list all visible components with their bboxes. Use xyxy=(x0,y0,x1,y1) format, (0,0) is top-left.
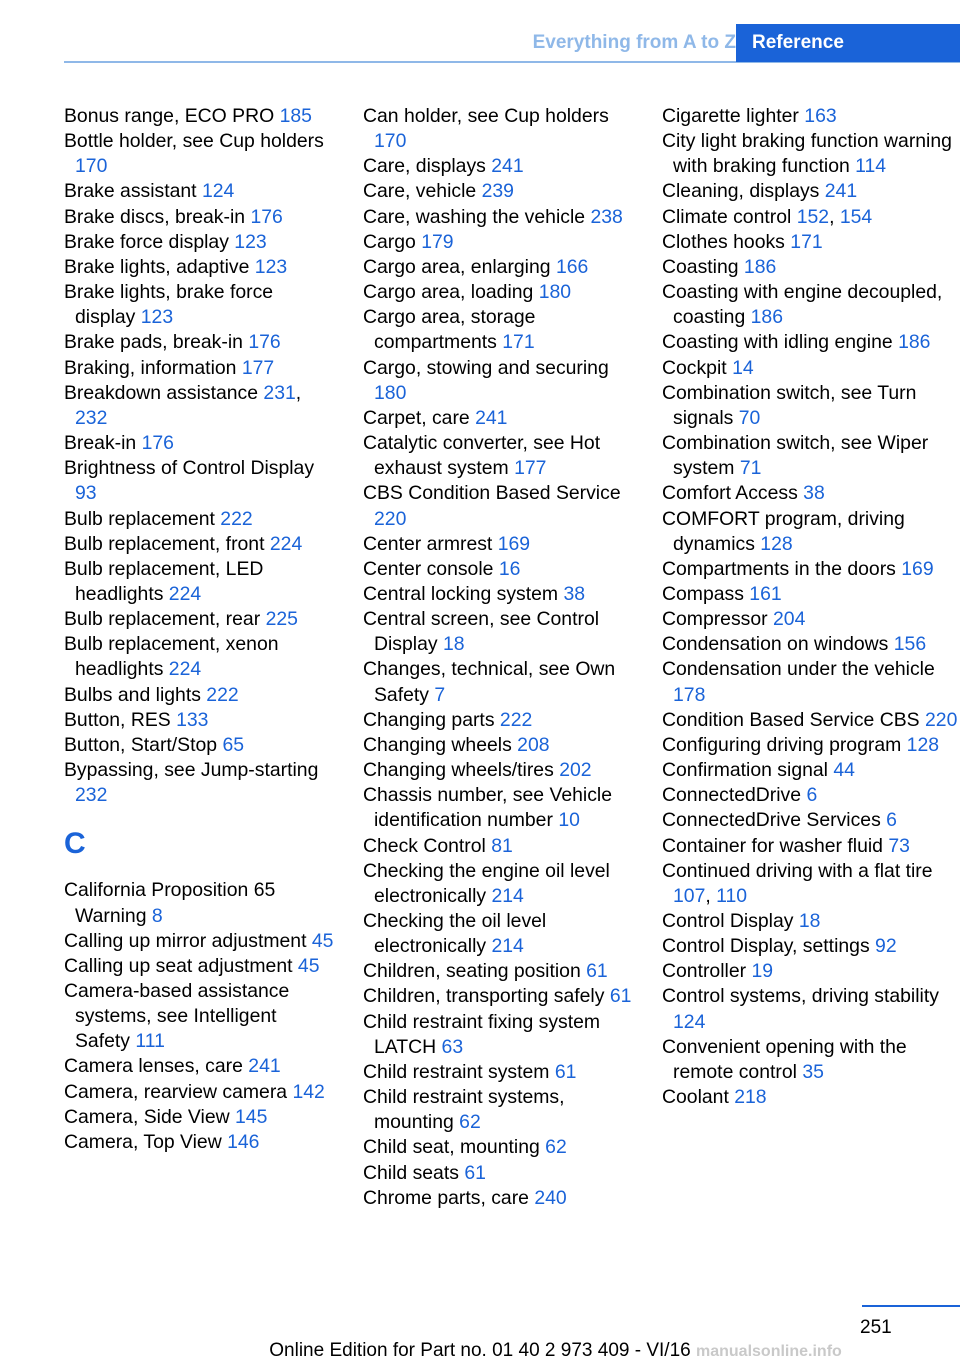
index-entry-term: Can holder, see Cup holders xyxy=(363,105,609,127)
index-entry-term: Brightness of Control Display xyxy=(64,457,315,480)
index-entry-term: Continued driving with a flat tire xyxy=(662,859,933,882)
page-link[interactable]: 14 xyxy=(732,356,754,379)
page-link[interactable]: 220 xyxy=(374,507,407,530)
page-link[interactable]: 18 xyxy=(442,633,465,656)
index-entry-term: Camera, Top View xyxy=(64,1130,222,1153)
index-entry-term: Cleaning, displays xyxy=(662,180,820,203)
index-entry xyxy=(662,959,960,984)
index-entry xyxy=(363,481,635,531)
index-entry xyxy=(64,507,334,532)
index-entry-term: Comfort Access xyxy=(662,482,798,505)
index-entry-term: Container for washer fluid xyxy=(662,834,883,857)
index-entry xyxy=(363,959,635,984)
index-column-2 xyxy=(363,104,635,1211)
header-section-title: Everything from A to Z xyxy=(532,32,736,53)
index-entry-term: Bulb replacement, LED headlights xyxy=(64,557,264,605)
index-entry-term: Coasting with engine decoupled, coasting xyxy=(662,281,943,329)
page-link[interactable]: 62 xyxy=(545,1136,567,1159)
index-entry: Climate control 152, 154 xyxy=(662,205,873,228)
page-link[interactable]: 142 xyxy=(292,1080,325,1103)
index-entry-term: Bypassing, see Jump-starting xyxy=(64,759,319,782)
page-link[interactable]: 180 xyxy=(374,381,407,404)
page-link[interactable]: 123 xyxy=(140,306,174,329)
index-entry xyxy=(64,1130,334,1155)
index-entry-term: Bulb replacement, rear xyxy=(64,608,261,631)
index-entry xyxy=(662,657,960,707)
page-link[interactable]: 6 xyxy=(806,784,818,807)
index-entry xyxy=(64,607,334,632)
index-entry-term: Carpet, care xyxy=(363,406,470,429)
page-link[interactable]: 146 xyxy=(227,1130,260,1153)
index-entry xyxy=(64,205,334,230)
index-entry-term: Child seat, mounting xyxy=(363,1136,540,1159)
index-entry xyxy=(662,280,960,330)
index-entry-term: Cargo area, loading xyxy=(363,281,534,304)
index-entry xyxy=(662,431,960,481)
index-entry: Breakdown assistance 231, 232 xyxy=(64,381,302,429)
index-entry-term: CBS Condition Based Service xyxy=(363,482,621,505)
page-link[interactable]: 161 xyxy=(749,582,782,605)
index-entry xyxy=(363,1135,635,1160)
index-entry xyxy=(363,984,635,1009)
index-entry-term: Control Display xyxy=(662,910,794,932)
index-entry-term: COMFORT program, driving dynamics xyxy=(662,507,905,555)
index-entry-term: Cargo xyxy=(363,230,416,253)
page-link[interactable]: 225 xyxy=(265,608,298,631)
index-entry-term: Compressor xyxy=(662,608,768,631)
page-link[interactable]: 170 xyxy=(374,130,407,153)
page-link[interactable]: 123 xyxy=(234,230,267,253)
index-entry-term: Changing parts xyxy=(363,708,495,731)
index-entry-term: Care, vehicle xyxy=(363,180,477,203)
page-link[interactable]: 44 xyxy=(833,759,855,782)
index-entry xyxy=(64,532,334,557)
page-link[interactable]: 240 xyxy=(534,1186,567,1209)
index-entry-term: Calling up mirror adjustment xyxy=(64,929,307,952)
index-entry xyxy=(64,1105,334,1130)
index-entry-term: Climate control xyxy=(662,205,792,228)
page-link[interactable]: 38 xyxy=(803,482,825,505)
index-entry xyxy=(64,683,334,708)
index-entry xyxy=(363,104,635,154)
index-entry xyxy=(363,708,635,733)
index-entry xyxy=(363,909,635,959)
page-link[interactable]: 224 xyxy=(168,582,202,605)
page-link[interactable]: 222 xyxy=(220,507,253,530)
index-entry-term: Controller xyxy=(662,960,747,983)
index-entry-term: Compass xyxy=(662,582,744,605)
index-entry-term: Care, displays xyxy=(363,155,486,178)
index-entry xyxy=(64,929,334,954)
index-entry-term: Chassis number, see Vehicle identification number xyxy=(363,784,612,832)
index-entry xyxy=(363,356,635,406)
index-entry xyxy=(662,984,960,1034)
index-entry xyxy=(662,179,960,204)
index-entry-term: Breakdown assistance xyxy=(64,381,259,404)
index-entry xyxy=(64,708,334,733)
index-entry xyxy=(363,280,635,305)
index-entry-term: Cargo area, storage compartments xyxy=(363,306,536,354)
index-entry xyxy=(662,129,960,179)
page-link[interactable]: 177 xyxy=(241,356,275,379)
index-entry xyxy=(662,330,960,355)
index-entry xyxy=(662,783,960,808)
index-entry xyxy=(662,381,960,431)
index-entry-term: Camera-based assistance systems, see Intelligent Safety xyxy=(64,980,290,1053)
page-link[interactable]: 154 xyxy=(839,205,873,228)
page-link[interactable]: 61 xyxy=(609,985,632,1008)
page-link[interactable]: 45 xyxy=(311,929,334,952)
index-entry xyxy=(64,230,334,255)
index-entry xyxy=(363,1161,635,1186)
index-entry-term: Bulbs and lights xyxy=(64,683,201,706)
index-entry-term: Child restraint systems, mounting xyxy=(363,1086,565,1134)
page-link[interactable]: 124 xyxy=(201,180,235,203)
index-entry xyxy=(662,507,960,557)
index-entry-term: Checking the oil level electronically xyxy=(363,910,547,958)
index-entry xyxy=(64,557,334,607)
page-link[interactable]: 232 xyxy=(75,784,108,807)
page-link[interactable]: 163 xyxy=(804,105,837,127)
page-link[interactable]: 152 xyxy=(796,205,830,228)
index-entry xyxy=(363,657,635,707)
page-link[interactable]: 177 xyxy=(514,457,547,480)
page-link[interactable]: 107 xyxy=(673,884,706,907)
index-entry-term: Central locking system xyxy=(363,582,559,605)
page-link[interactable]: 128 xyxy=(760,532,793,555)
index-entry xyxy=(662,909,960,934)
page-link[interactable]: 238 xyxy=(590,205,623,228)
index-entry-term: Coasting with idling engine xyxy=(662,331,893,354)
index-entry xyxy=(64,1080,334,1105)
index-entry-term: Camera lenses, care xyxy=(64,1055,243,1078)
page-link[interactable]: 93 xyxy=(75,482,97,505)
index-column-1 xyxy=(64,104,334,1155)
index-entry xyxy=(363,607,635,657)
page-link[interactable]: 171 xyxy=(790,230,823,253)
index-entry-term: Catalytic converter, see Hot exhaust system xyxy=(363,432,601,480)
index-entry xyxy=(662,104,960,129)
page-link[interactable]: 239 xyxy=(481,180,514,203)
index-entry-term: Chrome parts, care xyxy=(363,1186,529,1209)
index-entry-term: Control Display, settings xyxy=(662,935,870,958)
index-entry xyxy=(662,230,960,255)
index-entry-term: Button, RES xyxy=(64,708,171,731)
index-entry-term: Camera, Side View xyxy=(64,1105,230,1128)
index-entry-term: Cargo, stowing and securing xyxy=(363,356,609,379)
index-entry-term: Button, Start/Stop xyxy=(64,733,218,756)
index-entry xyxy=(363,859,635,909)
index-entry xyxy=(363,1010,635,1060)
page-link[interactable]: 6 xyxy=(886,809,897,832)
index-entry xyxy=(64,456,334,506)
page-link[interactable]: 61 xyxy=(554,1060,577,1083)
watermark: manualsonline.info xyxy=(696,1343,842,1360)
page-link[interactable]: 170 xyxy=(75,155,108,178)
index-entry xyxy=(64,758,334,808)
page-link[interactable]: 124 xyxy=(673,1010,706,1033)
index-entry xyxy=(64,330,334,355)
page-link[interactable]: 10 xyxy=(558,809,580,832)
page-link[interactable]: 180 xyxy=(538,281,572,304)
page-link[interactable]: 231 xyxy=(263,381,296,404)
page-link[interactable]: 156 xyxy=(893,633,927,656)
page-link[interactable]: 218 xyxy=(734,1086,767,1109)
index-entry xyxy=(363,532,635,557)
page-link[interactable]: 73 xyxy=(888,834,910,857)
index-entry-term: Brake force display xyxy=(64,230,229,253)
index-entry-term: Condensation under the vehicle xyxy=(662,658,935,681)
index-entry xyxy=(64,255,334,280)
page-number: 251 xyxy=(860,1317,892,1338)
page-link[interactable]: 208 xyxy=(517,733,550,756)
index-entry xyxy=(662,1085,960,1110)
index-entry xyxy=(662,758,960,783)
page-link[interactable]: 128 xyxy=(906,733,940,756)
index-entry-term: Bulb replacement, front xyxy=(64,532,265,555)
index-entry xyxy=(363,1060,635,1085)
index-entry-term: Combination switch, see Wiper system xyxy=(662,432,929,480)
index-entry-term: Changes, technical, see Own Safety xyxy=(363,658,616,706)
page-link[interactable]: 171 xyxy=(502,331,535,354)
index-entry xyxy=(64,129,334,179)
index-entry-term: Camera, rearview camera xyxy=(64,1080,288,1103)
page-link[interactable]: 186 xyxy=(898,331,931,354)
page-link[interactable]: 123 xyxy=(254,255,288,278)
index-entry-term: Bulb replacement, xenon headlights xyxy=(64,633,279,681)
page-link[interactable]: 111 xyxy=(135,1030,165,1053)
index-entry-term: Brake pads, break-in xyxy=(64,331,243,354)
page-link[interactable]: 63 xyxy=(441,1035,464,1058)
footer-edition: Online Edition for Part no. 01 40 2 973 409 - VI/16 xyxy=(269,1340,691,1361)
index-entry-term: Central screen, see Control Display xyxy=(363,608,600,656)
index-entry xyxy=(662,481,960,506)
index-entry-term: Cigarette lighter xyxy=(662,105,799,127)
index-entry-term: ConnectedDrive xyxy=(662,784,802,807)
index-entry xyxy=(64,632,334,682)
index-entry xyxy=(363,1186,635,1211)
index-entry-term: Changing wheels/tires xyxy=(363,759,554,782)
index-entry-term: Condition Based Service CBS xyxy=(662,708,920,731)
index-entry xyxy=(363,154,635,179)
page-link[interactable]: 232 xyxy=(75,406,108,429)
page-link[interactable]: 45 xyxy=(297,954,320,977)
index-entry-term: Coasting xyxy=(662,255,739,278)
page-link[interactable]: 65 xyxy=(222,733,245,756)
page-link[interactable]: 224 xyxy=(269,532,303,555)
page-link[interactable]: 8 xyxy=(151,904,163,927)
page-link[interactable]: 61 xyxy=(586,960,608,983)
index-entry xyxy=(64,1054,334,1079)
index-entry-term: Control systems, driving stability xyxy=(662,985,939,1008)
index-entry-term: Changing wheels xyxy=(363,733,512,756)
index-entry-term: Center console xyxy=(363,557,494,580)
page-link[interactable]: 7 xyxy=(434,683,446,706)
page-link[interactable]: 18 xyxy=(798,910,821,932)
index-entry-term: City light braking function warning with braking function xyxy=(662,130,952,178)
page-link[interactable]: 214 xyxy=(491,884,524,907)
index-entry-term: Configuring driving program xyxy=(662,733,902,756)
index-entry xyxy=(64,431,334,456)
index-entry-term: Compartments in the doors xyxy=(662,557,896,580)
page-link[interactable]: 204 xyxy=(773,608,806,631)
page-link[interactable]: 114 xyxy=(855,155,887,178)
index-entry-term: Brake lights, adaptive xyxy=(64,255,250,278)
header-reference-tab: Reference xyxy=(736,24,960,62)
index-entry-term: California Proposition 65 Warning xyxy=(64,879,276,927)
index-entry xyxy=(363,834,635,859)
page-link[interactable]: 166 xyxy=(555,255,589,278)
page-link[interactable]: 241 xyxy=(475,406,508,429)
index-entry xyxy=(363,557,635,582)
page-link[interactable]: 241 xyxy=(491,155,524,178)
index-entry-term: Clothes hooks xyxy=(662,230,785,253)
index-entry xyxy=(363,582,635,607)
page-link[interactable]: 176 xyxy=(248,331,281,354)
page-link[interactable]: 179 xyxy=(421,230,454,253)
index-entry xyxy=(363,733,635,758)
page-link[interactable]: 38 xyxy=(563,582,586,605)
index-entry xyxy=(363,1085,635,1135)
index-entry-term: Child restraint system xyxy=(363,1060,550,1083)
index-entry xyxy=(363,230,635,255)
index-letter-heading: C xyxy=(64,827,86,861)
page-link[interactable]: 81 xyxy=(491,834,513,857)
page-link[interactable]: 19 xyxy=(751,960,774,983)
page-link[interactable]: 133 xyxy=(176,708,209,731)
page-link[interactable]: 185 xyxy=(279,105,312,127)
index-entry-term: Bottle holder, see Cup holders xyxy=(64,130,324,153)
index-entry xyxy=(662,356,960,381)
index-entry-term: Bulb replacement xyxy=(64,507,215,530)
index-entry xyxy=(363,305,635,355)
index-entry xyxy=(64,104,334,129)
page-link[interactable]: 110 xyxy=(716,884,748,907)
page-link[interactable]: 186 xyxy=(750,306,783,329)
index-entry-term: Combination switch, see Turn signals xyxy=(662,381,917,429)
index-entry xyxy=(363,431,635,481)
index-entry xyxy=(662,1035,960,1085)
page-link[interactable]: 202 xyxy=(559,759,592,782)
page-link[interactable]: 145 xyxy=(235,1105,268,1128)
index-entry-term: ConnectedDrive Services xyxy=(662,809,881,832)
page-link[interactable]: 176 xyxy=(141,432,174,455)
page-link[interactable]: 70 xyxy=(738,406,761,429)
page-link[interactable]: 224 xyxy=(168,658,202,681)
page-link[interactable]: 92 xyxy=(875,935,897,958)
page-link[interactable]: 16 xyxy=(498,557,521,580)
index-entry xyxy=(64,878,334,928)
index-entry: Continued driving with a flat tire 107, 110 xyxy=(662,859,933,907)
index-entry xyxy=(363,179,635,204)
index-entry xyxy=(64,280,334,330)
index-entry xyxy=(64,733,334,758)
page-link[interactable]: 222 xyxy=(206,683,239,706)
index-entry xyxy=(662,934,960,959)
index-entry-term: Brake lights, brake force display xyxy=(64,281,274,329)
page-link[interactable]: 222 xyxy=(499,708,533,731)
index-entry-term: Braking, information xyxy=(64,356,237,379)
index-entry-term: Coolant xyxy=(662,1086,729,1109)
index-entry xyxy=(662,557,960,582)
index-entry xyxy=(363,758,635,783)
index-entry xyxy=(662,808,960,833)
page-link[interactable]: 61 xyxy=(464,1161,486,1184)
page-link[interactable]: 169 xyxy=(497,532,531,555)
index-entry xyxy=(64,979,334,1054)
index-entry-term: Child restraint fixing system LATCH xyxy=(363,1010,601,1058)
index-entry xyxy=(363,255,635,280)
index-entry xyxy=(64,954,334,979)
page-link[interactable]: 241 xyxy=(824,180,858,203)
page-link[interactable]: 186 xyxy=(743,255,777,278)
page-link[interactable]: 220 xyxy=(925,708,958,731)
index-entry-term: Checking the engine oil level electronically xyxy=(363,859,610,907)
index-entry xyxy=(662,708,960,733)
index-entry-term: Cockpit xyxy=(662,356,727,379)
index-entry-term: Center armrest xyxy=(363,532,493,555)
index-entry-term: Check Control xyxy=(363,834,486,857)
index-entry-term: Break-in xyxy=(64,432,137,455)
index-entry-term: Children, transporting safely xyxy=(363,985,605,1008)
index-entry xyxy=(662,834,960,859)
index-entry-term: Convenient opening with the remote control xyxy=(662,1035,907,1083)
index-entry xyxy=(363,783,635,833)
index-entry-term: Cargo area, enlarging xyxy=(363,255,551,278)
index-entry-term: Child seats xyxy=(363,1161,459,1184)
page-link[interactable]: 241 xyxy=(248,1055,281,1078)
index-entry xyxy=(363,205,635,230)
index-entry-term: Confirmation signal xyxy=(662,759,828,782)
index-entry-term: Brake assistant xyxy=(64,180,197,203)
index-entry xyxy=(662,582,960,607)
index-entry-term: Condensation on windows xyxy=(662,633,889,656)
index-entry-term: Calling up seat adjustment xyxy=(64,954,293,977)
page-link[interactable]: 35 xyxy=(802,1060,824,1083)
page-link[interactable]: 176 xyxy=(250,205,283,228)
index-entry xyxy=(363,406,635,431)
index-entry-term: Care, washing the vehicle xyxy=(363,205,586,228)
index-entry-term: Bonus range, ECO PRO xyxy=(64,105,275,127)
index-entry-term: Brake discs, break-in xyxy=(64,205,246,228)
page-link[interactable]: 214 xyxy=(491,935,524,958)
page-link[interactable]: 71 xyxy=(739,457,762,480)
index-entry xyxy=(662,632,960,657)
page-number-rule xyxy=(862,1305,960,1307)
index-column-3 xyxy=(662,104,960,1110)
index-entry xyxy=(64,179,334,204)
page-link[interactable]: 169 xyxy=(901,557,934,580)
index-entry xyxy=(662,733,960,758)
index-entry xyxy=(662,255,960,280)
page-link[interactable]: 178 xyxy=(673,683,706,706)
index-entry xyxy=(662,607,960,632)
page-link[interactable]: 62 xyxy=(459,1111,481,1134)
index-entry-term: Children, seating position xyxy=(363,960,581,983)
index-entry xyxy=(64,356,334,381)
